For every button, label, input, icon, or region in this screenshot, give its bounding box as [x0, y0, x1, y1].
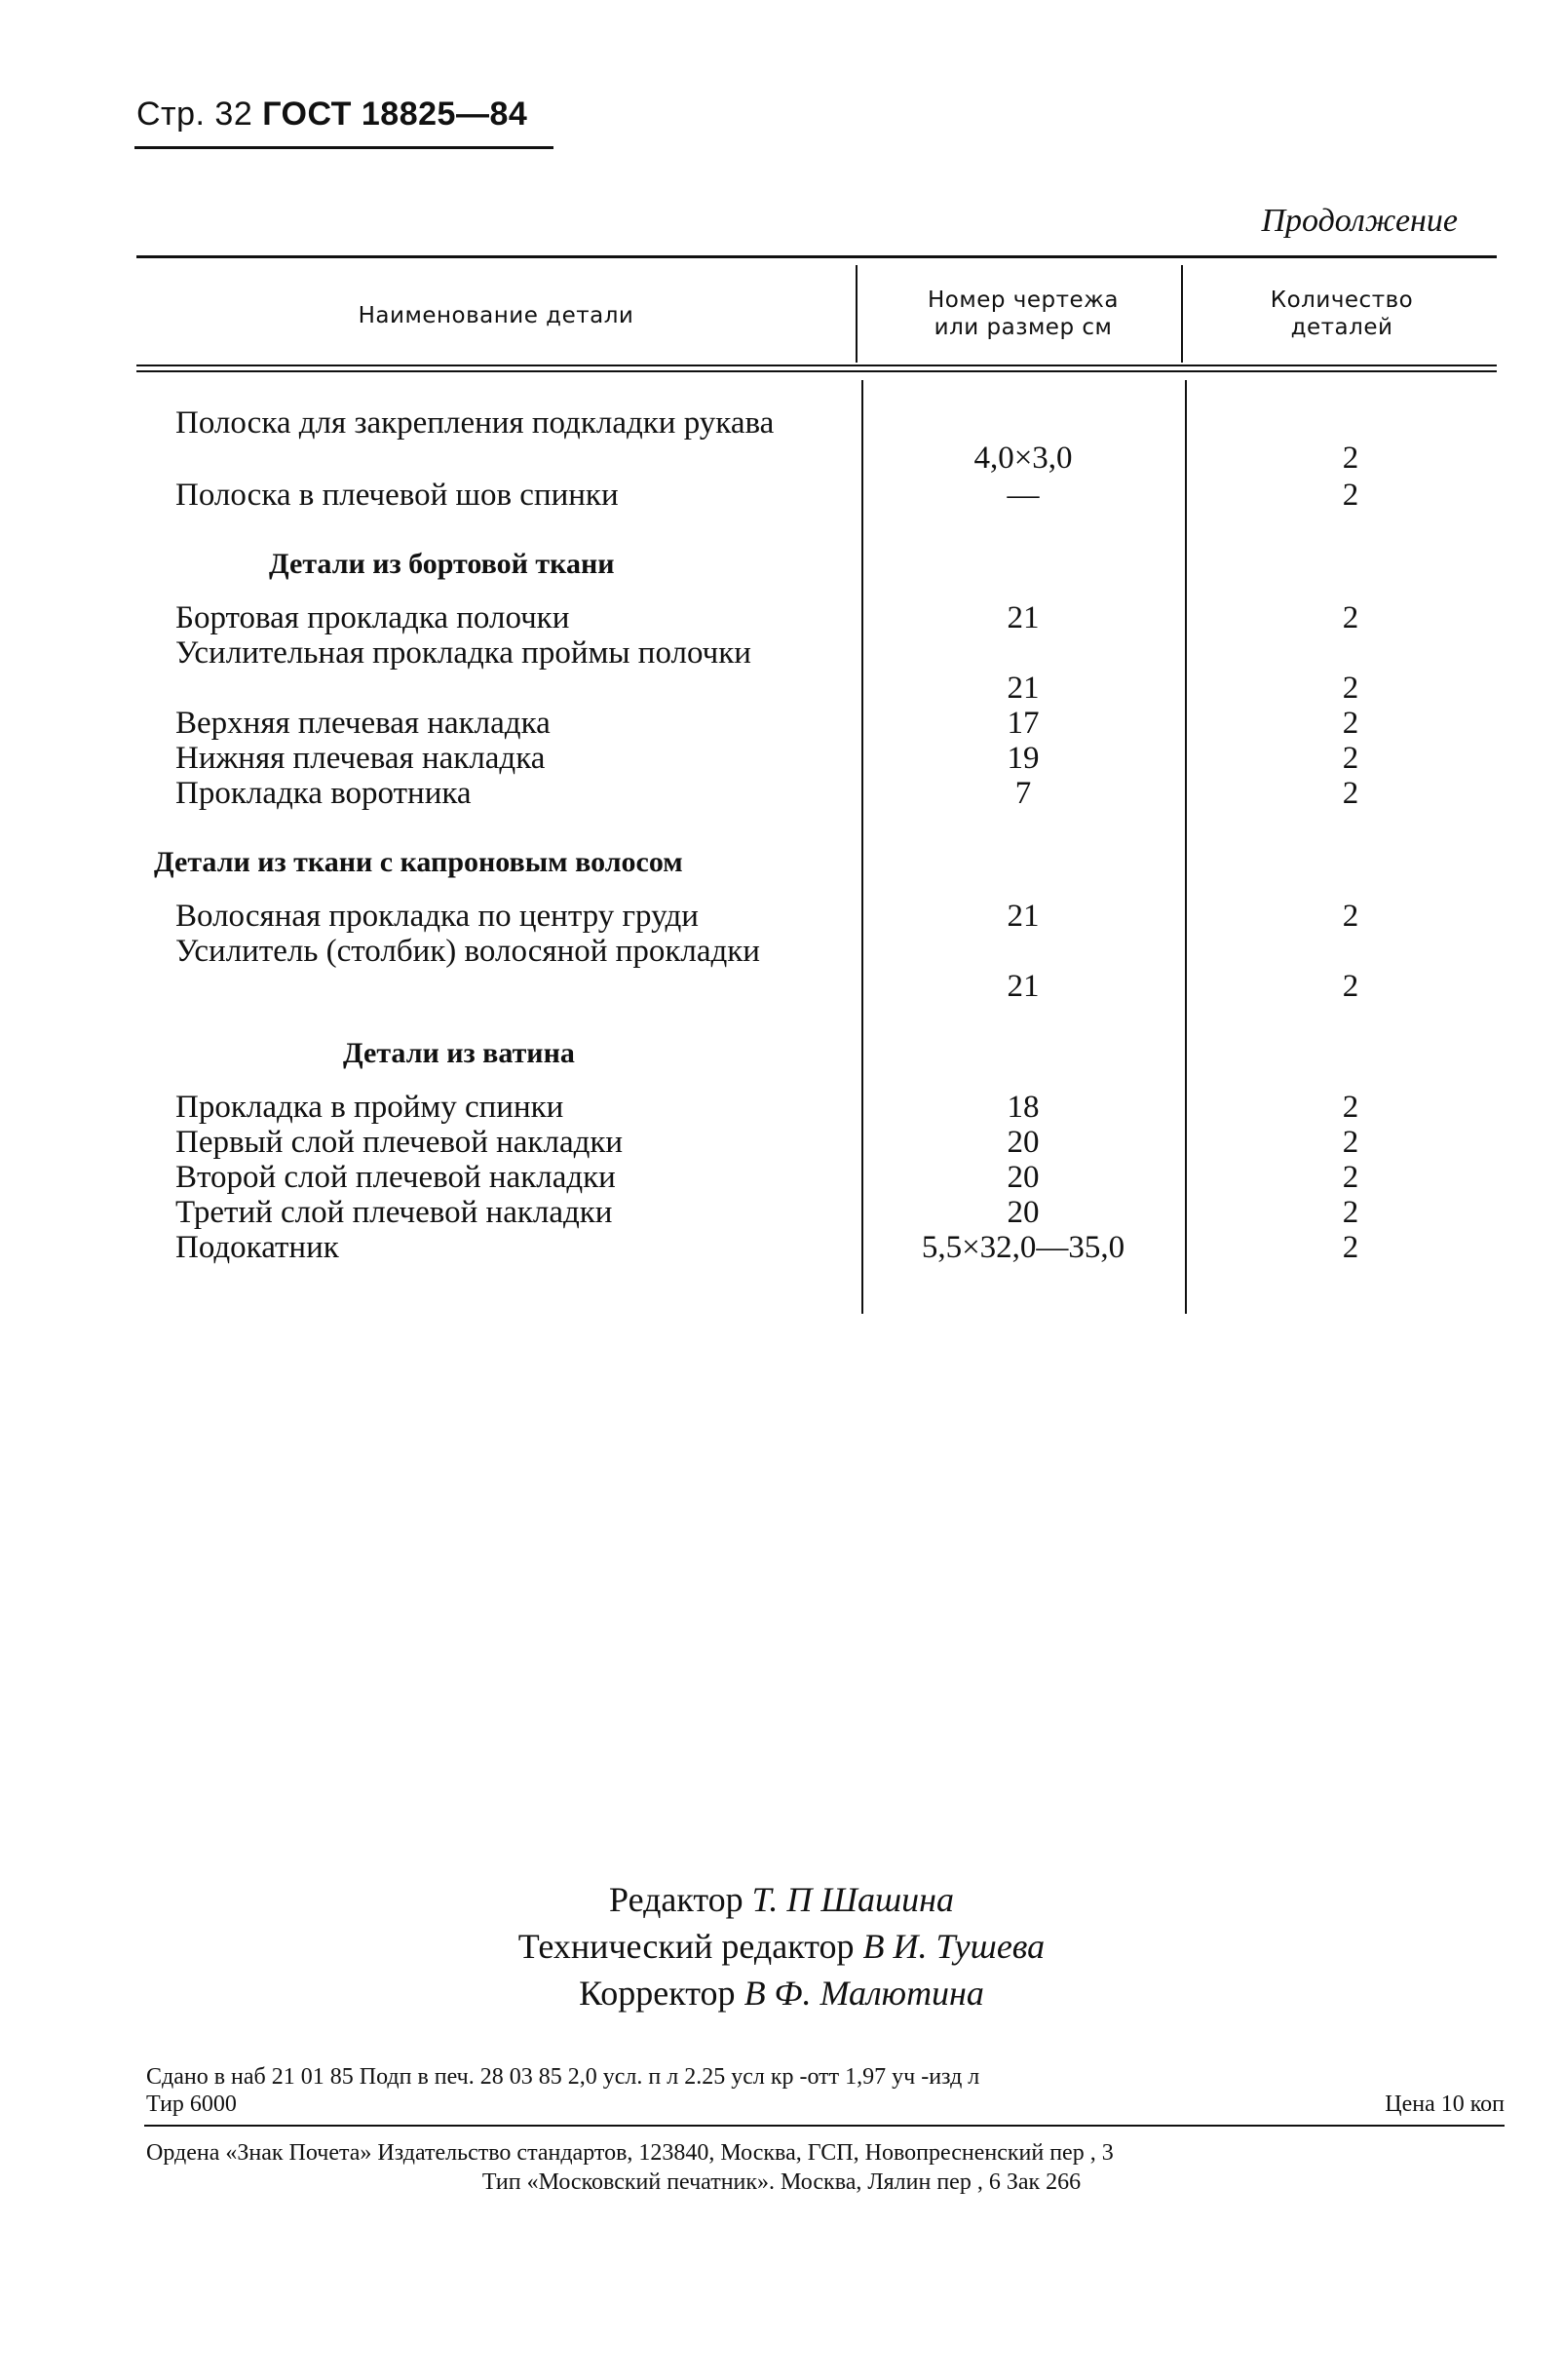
table-row-qty: 2 — [1342, 1230, 1359, 1265]
table-row-qty: 2 — [1342, 478, 1359, 513]
table-row-drawing: 20 — [1007, 1195, 1040, 1230]
column-divider-1-header — [856, 265, 858, 363]
table-row-qty: 2 — [1342, 776, 1359, 811]
table-row-name: Первый слой плечевой накладки — [175, 1125, 624, 1160]
publisher-line: Ордена «Знак Почета» Издательство стандартов, 123840, Москва, ГСП, Новопресненский пер , 3 — [146, 2140, 1114, 2166]
editor-line — [0, 1879, 1563, 1920]
standard-number: ГОСТ 18825—84 — [262, 96, 528, 133]
table-row-name: Нижняя плечевая накладка — [175, 741, 546, 776]
printer-line: Тип «Московский печатник». Москва, Лялин пер , 6 Зак 266 — [481, 2169, 1082, 2195]
table-row-qty: 2 — [1342, 899, 1359, 934]
table-row-name: Полоска в плечевой шов спинки — [175, 478, 619, 513]
section-heading: Детали из ткани с капроновым волосом — [154, 846, 683, 878]
table-row-qty: 2 — [1342, 671, 1359, 706]
table-row-qty: 2 — [1342, 1195, 1359, 1230]
table-row-qty: 2 — [1342, 706, 1359, 741]
header-rule — [134, 146, 553, 149]
table-row-drawing: 19 — [1007, 741, 1040, 776]
table-row-name: Прокладка воротника — [175, 776, 472, 811]
column-divider-2-body — [1185, 380, 1187, 1314]
table-row-name: Третий слой плечевой накладки — [175, 1195, 613, 1230]
tech-editor-line — [0, 1926, 1563, 1967]
column-divider-2-header — [1181, 265, 1183, 363]
editor-label: Редактор — [609, 1880, 743, 1919]
table-row-qty: 2 — [1342, 969, 1359, 1004]
table-row-name: Прокладка в пройму спинки — [175, 1090, 564, 1125]
table-row-qty: 2 — [1342, 441, 1359, 476]
table-row-name: Верхняя плечевая накладка — [175, 706, 551, 741]
table-row-drawing: 21 — [1007, 899, 1040, 934]
table-row-drawing: — — [1007, 478, 1040, 513]
continuation-label: Продолжение — [1261, 203, 1458, 239]
page-header — [136, 96, 527, 134]
table-row-qty: 2 — [1342, 600, 1359, 635]
imprint-line: Сдано в наб 21 01 85 Подп в печ. 28 03 85 2,0 усл. п л 2.25 усл кр -отт 1,97 уч -изд л — [146, 2064, 980, 2090]
table-row-drawing: 5,5×32,0—35,0 — [921, 1230, 1125, 1265]
table-row-name: Усилительная прокладка проймы полочки — [175, 635, 751, 671]
column-header-quantity: Количество деталей — [1270, 288, 1414, 340]
column-divider-1-body — [861, 380, 863, 1314]
header-double-rule-top — [136, 365, 1497, 366]
table-row-qty: 2 — [1342, 1125, 1359, 1160]
table-row-drawing: 7 — [1014, 776, 1032, 811]
table-row-qty: 2 — [1342, 1160, 1359, 1195]
table-row-drawing: 4,0×3,0 — [973, 441, 1073, 476]
column-header-drawing: Номер чертежа или размер см — [928, 288, 1119, 340]
table-row-name: Бортовая прокладка полочки — [175, 600, 570, 635]
header-double-rule-bottom — [136, 370, 1497, 372]
section-heading: Детали из ватина — [343, 1037, 575, 1069]
print-run: Тир 6000 — [146, 2092, 237, 2117]
table-row-drawing: 21 — [1007, 600, 1040, 635]
proofreader-name: В Ф. Малютина — [743, 1974, 984, 2013]
editor-name: Т. П Шашина — [751, 1880, 954, 1919]
price: Цена 10 коп — [1385, 2092, 1505, 2117]
table-row-name: Полоска для закрепления подкладки рукава — [175, 405, 775, 441]
table-row-drawing: 18 — [1007, 1090, 1040, 1125]
table-row-name: Усилитель (столбик) волосяной прокладки — [175, 934, 760, 969]
page-number: Стр. 32 — [136, 96, 253, 133]
table-row-drawing: 21 — [1007, 969, 1040, 1004]
tech-editor-label: Технический редактор — [517, 1927, 855, 1966]
table-row-name: Волосяная прокладка по центру груди — [175, 899, 699, 934]
table-row-qty: 2 — [1342, 741, 1359, 776]
proofreader-label: Корректор — [579, 1974, 736, 2013]
table-row-qty: 2 — [1342, 1090, 1359, 1125]
column-header-name: Наименование детали — [358, 303, 634, 328]
table-row-name: Подокатник — [175, 1230, 339, 1265]
table-row-drawing: 17 — [1007, 706, 1040, 741]
table-top-rule — [136, 255, 1497, 258]
table-row-drawing: 21 — [1007, 671, 1040, 706]
section-heading: Детали из бортовой ткани — [269, 548, 615, 580]
tech-editor-name: В И. Тушева — [862, 1927, 1046, 1966]
proofreader-line — [0, 1973, 1563, 2014]
table-row-name: Второй слой плечевой накладки — [175, 1160, 616, 1195]
imprint-rule — [144, 2125, 1505, 2127]
table-row-drawing: 20 — [1007, 1160, 1040, 1195]
table-row-drawing: 20 — [1007, 1125, 1040, 1160]
